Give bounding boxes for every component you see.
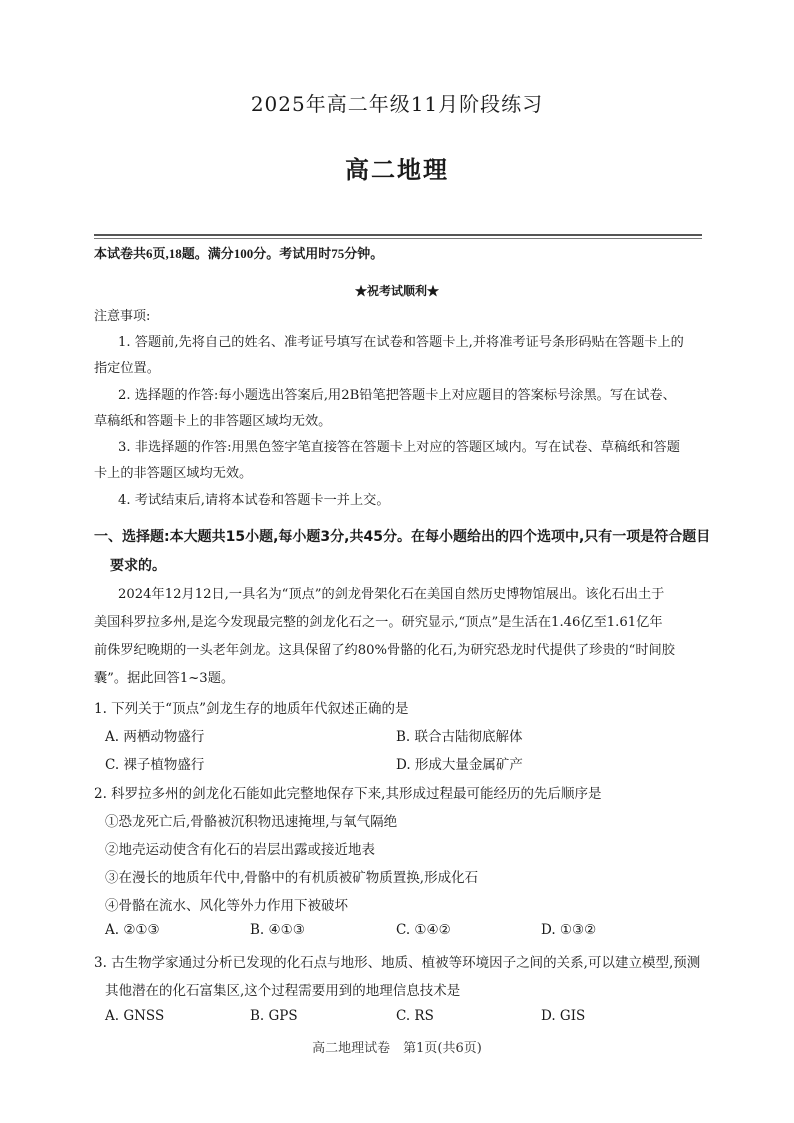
notice-line: 1. 答题前,先将自己的姓名、准考证号填写在试卷和答题卡上,并将准考证号条形码贴在答题卡上的 bbox=[118, 335, 684, 350]
question-1-option-a: A. 两栖动物盛行 bbox=[105, 729, 205, 745]
passage-line: 美国科罗拉多州,是迄今发现最完整的剑龙化石之一。研究显示,“顶点”是生活在1.46亿至1.61亿年 bbox=[94, 615, 663, 630]
question-2-item: ②地壳运动使含有化石的岩层出露或接近地表 bbox=[105, 842, 375, 858]
question-3-stem-cont: 其他潜在的化石富集区,这个过程需要用到的地理信息技术是 bbox=[105, 983, 461, 999]
question-3-option-a: A. GNSS bbox=[105, 1008, 165, 1024]
notice-line: 3. 非选择题的作答:用黑色签字笔直接答在答题卡上对应的答题区域内。写在试卷、草稿纸和答题 bbox=[118, 440, 680, 455]
subject-title: 高二地理 bbox=[345, 156, 449, 184]
notice-line: 4. 考试结束后,请将本试卷和答题卡一并上交。 bbox=[118, 493, 390, 508]
question-1-stem: 1. 下列关于“顶点”剑龙生存的地质年代叙述正确的是 bbox=[94, 701, 409, 717]
question-2-option-d: D. ①③② bbox=[541, 922, 597, 938]
notice-heading: 注意事项: bbox=[94, 309, 151, 324]
divider-thin bbox=[94, 238, 702, 239]
question-2-option-b: B. ④①③ bbox=[250, 922, 305, 938]
section-heading-cont: 要求的。 bbox=[110, 558, 166, 574]
question-2-item: ③在漫长的地质年代中,骨骼中的有机质被矿物质置换,形成化石 bbox=[105, 870, 479, 886]
exam-info: 本试卷共6页,18题。满分100分。考试用时75分钟。 bbox=[94, 246, 384, 261]
passage-line: 前侏罗纪晚期的一头老年剑龙。这具保留了约80%骨骼的化石,为研究恐龙时代提供了珍贵的“时间胶 bbox=[94, 643, 675, 658]
question-2-option-c: C. ①④② bbox=[396, 922, 451, 938]
question-3-option-b: B. GPS bbox=[250, 1008, 298, 1024]
question-3-stem: 3. 古生物学家通过分析已发现的化石点与地形、地质、植被等环境因子之间的关系,可以建立模型,预测 bbox=[94, 955, 701, 971]
passage-line: 囊”。据此回答1~3题。 bbox=[94, 671, 235, 686]
question-3-option-d: D. GIS bbox=[541, 1008, 586, 1024]
question-2-item: ①恐龙死亡后,骨骼被沉积物迅速掩埋,与氧气隔绝 bbox=[105, 814, 398, 830]
page-footer: 高二地理试卷 第1页(共6页) bbox=[312, 1041, 482, 1056]
question-1-option-c: C. 裸子植物盛行 bbox=[105, 757, 205, 773]
passage-line: 2024年12月12日,一具名为“顶点”的剑龙骨架化石在美国自然历史博物馆展出。该化石出土于 bbox=[118, 587, 665, 602]
divider-thick bbox=[94, 234, 702, 236]
question-3-option-c: C. RS bbox=[396, 1008, 434, 1024]
notice-line: 2. 选择题的作答:每小题选出答案后,用2B铅笔把答题卡上对应题目的答案标号涂黑。写在试卷、 bbox=[118, 388, 676, 403]
question-2-option-a: A. ②①③ bbox=[105, 922, 160, 938]
notice-line: 卡上的非答题区域均无效。 bbox=[94, 466, 253, 481]
question-2-stem: 2. 科罗拉多州的剑龙化石能如此完整地保存下来,其形成过程最可能经历的先后顺序是 bbox=[94, 786, 602, 802]
notice-line: 指定位置。 bbox=[94, 361, 160, 376]
question-1-option-d: D. 形成大量金属矿产 bbox=[396, 757, 523, 773]
question-1-option-b: B. 联合古陆彻底解体 bbox=[396, 729, 523, 745]
exam-title: 2025年高二年级11月阶段练习 bbox=[250, 92, 544, 116]
good-luck-banner: ★祝考试顺利★ bbox=[354, 284, 439, 298]
notice-line: 草稿纸和答题卡上的非答题区域均无效。 bbox=[94, 414, 332, 429]
question-2-item: ④骨骼在流水、风化等外力作用下被破坏 bbox=[105, 898, 348, 914]
section-heading: 一、选择题:本大题共15小题,每小题3分,共45分。在每小题给出的四个选项中,只有一项是符合题目 bbox=[94, 529, 711, 545]
